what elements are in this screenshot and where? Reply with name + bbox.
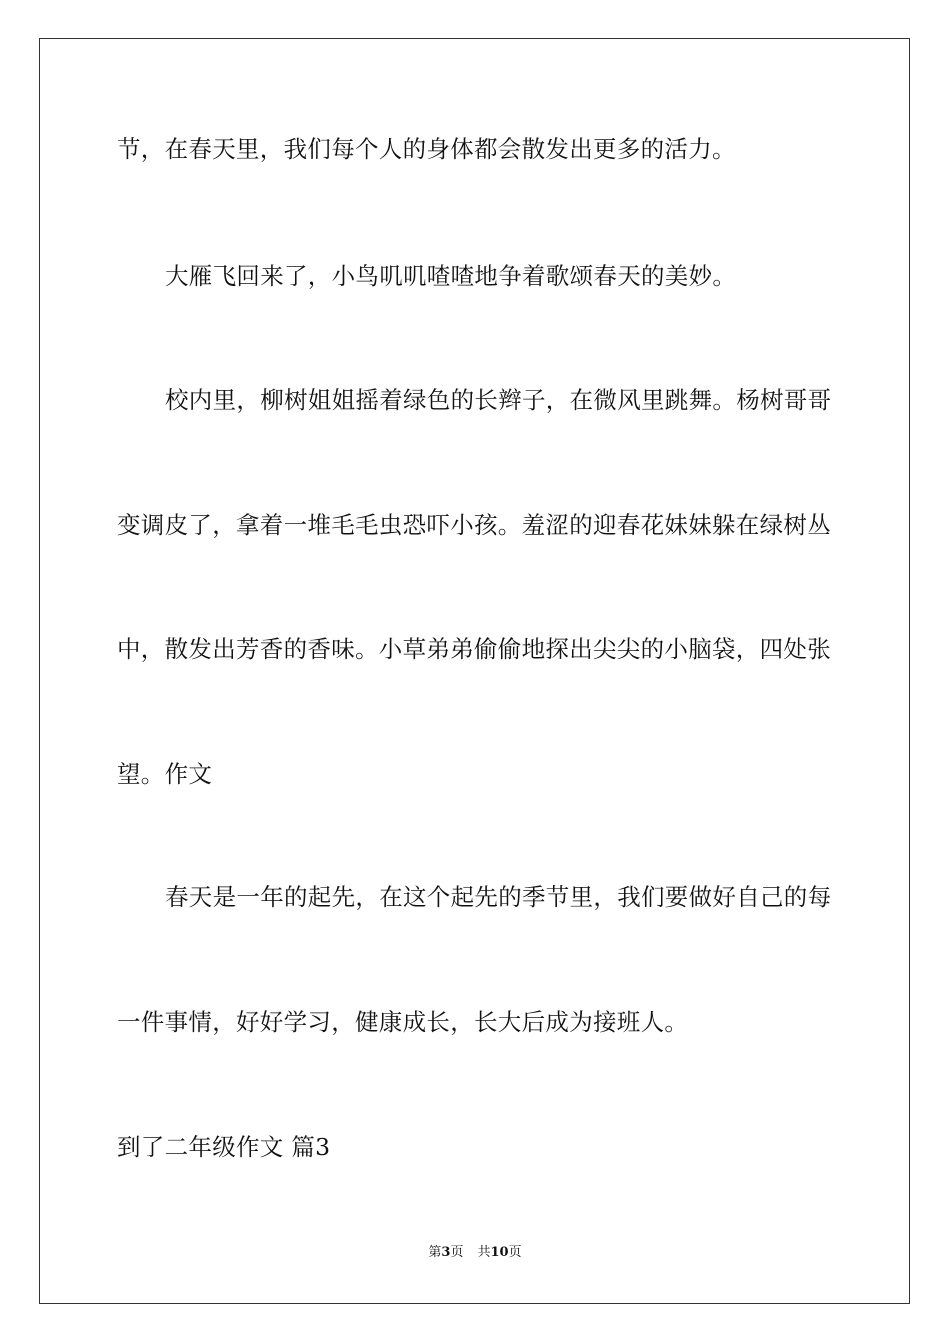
page-border — [39, 38, 910, 1304]
section-heading: 到了二年级作文 篇3 — [117, 1133, 331, 1161]
footer-total-pages: 10 — [490, 1245, 509, 1260]
footer-page-prefix: 第 — [428, 1245, 442, 1260]
text-line: 一件事情，好好学习，健康成长，长大后成为接班人。 — [117, 1008, 689, 1036]
footer-page-suffix: 页 — [450, 1245, 464, 1260]
text-line: 中，散发出芳香的香味。小草弟弟偷偷地探出尖尖的小脑袋，四处张 — [117, 635, 831, 663]
footer-total-prefix: 共 — [477, 1245, 491, 1260]
text-line: 望。作文 — [117, 760, 213, 788]
footer-total-suffix: 页 — [508, 1245, 522, 1260]
page-footer — [0, 1245, 950, 1261]
footer-page-number: 3 — [441, 1245, 451, 1260]
text-line: 校内里，柳树姐姐摇着绿色的长辫子，在微风里跳舞。杨树哥哥 — [165, 386, 832, 414]
text-line: 节，在春天里，我们每个人的身体都会散发出更多的活力。 — [117, 135, 736, 163]
text-line: 春天是一年的起先，在这个起先的季节里，我们要做好自己的每 — [165, 883, 832, 911]
text-line: 大雁飞回来了，小鸟叽叽喳喳地争着歌颂春天的美妙。 — [165, 262, 737, 290]
text-line: 变调皮了，拿着一堆毛毛虫恐吓小孩。羞涩的迎春花妹妹躲在绿树丛 — [117, 511, 831, 539]
